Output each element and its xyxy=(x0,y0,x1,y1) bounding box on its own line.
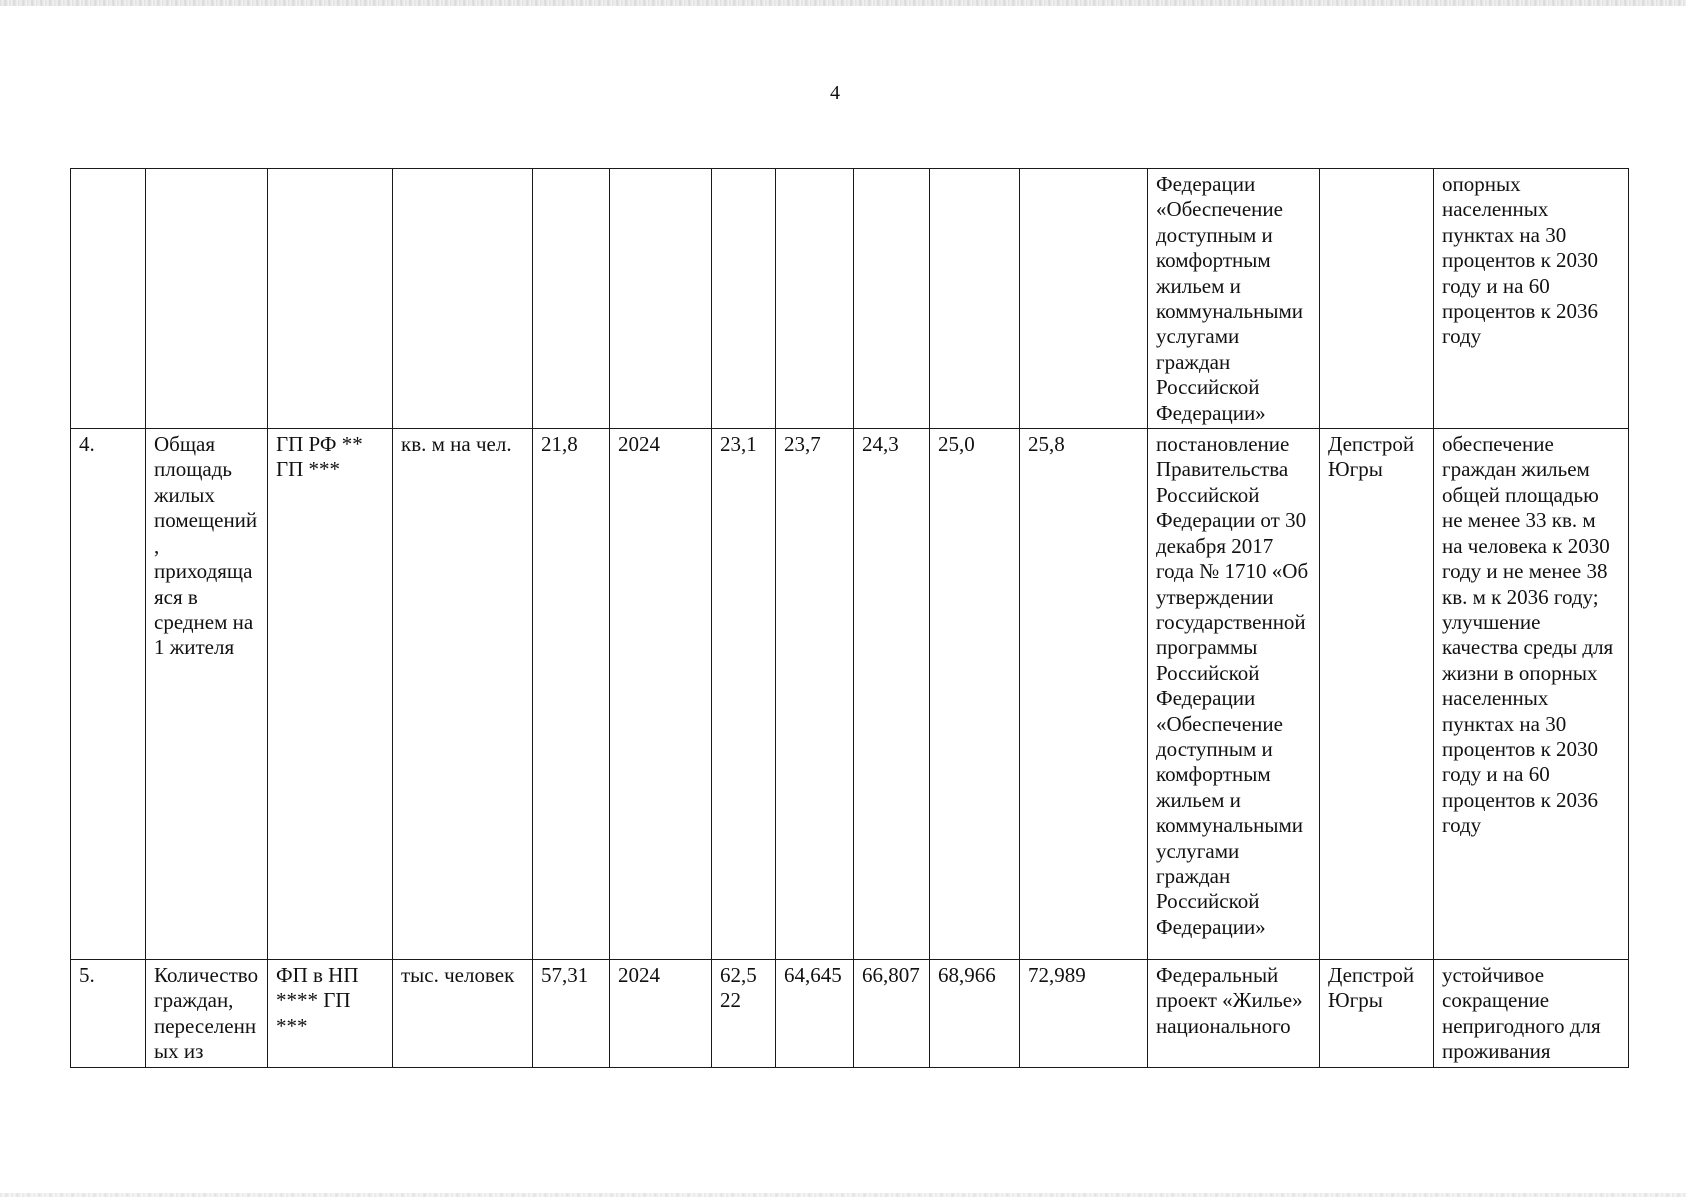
scan-edge-top xyxy=(0,0,1686,6)
cell-value-5: 25,8 xyxy=(1020,429,1148,960)
cell-value-2: 64,645 xyxy=(776,960,854,1068)
page-number: 4 xyxy=(830,82,840,104)
cell-indicator-name: Количество граждан, переселенных из xyxy=(146,960,268,1068)
cell-document: Федерации «Обеспечение доступным и комфортным жильем и коммунальными услугами граждан Российской Федерации» xyxy=(1148,169,1320,429)
cell-value-3 xyxy=(854,169,930,429)
cell-base-value: 57,31 xyxy=(533,960,610,1068)
cell-value-4: 68,966 xyxy=(930,960,1020,1068)
cell-base-year xyxy=(610,169,712,429)
cell-value-3: 66,807 xyxy=(854,960,930,1068)
cell-indicator-name: Общая площадь жилых помещений, приходящаяся в среднем на 1 жителя xyxy=(146,429,268,960)
cell-goal: опорных населенных пунктах на 30 процентов к 2030 году и на 60 процентов к 2036 году xyxy=(1434,169,1629,429)
table-row xyxy=(71,169,1629,429)
cell-responsible: Депстрой Югры xyxy=(1320,429,1434,960)
cell-value-4 xyxy=(930,169,1020,429)
cell-document: постановление Правительства Российской Федерации от 30 декабря 2017 года № 1710 «Об утверждении государственной программы Российской Федерации «Обеспечение доступным и комфортным жильем и коммунальными услугами граждан Российской Федерации» xyxy=(1148,429,1320,960)
cell-value-1 xyxy=(712,169,776,429)
cell-unit xyxy=(393,169,533,429)
cell-indicator-name xyxy=(146,169,268,429)
cell-value-5 xyxy=(1020,169,1148,429)
cell-num: 4. xyxy=(71,429,146,960)
cell-base-year: 2024 xyxy=(610,960,712,1068)
cell-base-value xyxy=(533,169,610,429)
cell-value-1: 23,1 xyxy=(712,429,776,960)
cell-goal: устойчивое сокращение непригодного для проживания xyxy=(1434,960,1629,1068)
cell-value-2 xyxy=(776,169,854,429)
cell-value-1: 62,522 xyxy=(712,960,776,1068)
cell-value-5: 72,989 xyxy=(1020,960,1148,1068)
cell-source: ФП в НП **** ГП *** xyxy=(268,960,393,1068)
cell-base-year: 2024 xyxy=(610,429,712,960)
cell-num xyxy=(71,169,146,429)
cell-responsible xyxy=(1320,169,1434,429)
table-row xyxy=(71,960,1629,1068)
cell-value-3: 24,3 xyxy=(854,429,930,960)
cell-responsible: Депстрой Югры xyxy=(1320,960,1434,1068)
cell-unit: тыс. человек xyxy=(393,960,533,1068)
cell-base-value: 21,8 xyxy=(533,429,610,960)
cell-unit: кв. м на чел. xyxy=(393,429,533,960)
cell-source: ГП РФ ** ГП *** xyxy=(268,429,393,960)
cell-value-4: 25,0 xyxy=(930,429,1020,960)
cell-value-2: 23,7 xyxy=(776,429,854,960)
indicators-table xyxy=(70,168,1629,1068)
table-row xyxy=(71,429,1629,960)
cell-num: 5. xyxy=(71,960,146,1068)
cell-document: Федеральный проект «Жилье» национального xyxy=(1148,960,1320,1068)
cell-source xyxy=(268,169,393,429)
cell-goal: обеспечение граждан жильем общей площадью не менее 33 кв. м на человека к 2030 году и не менее 38 кв. м к 2036 году; улучшение качества среды для жизни в опорных населенных пунктах на 30 процентов к 2030 году и на 60 процентов к 2036 году xyxy=(1434,429,1629,960)
scan-edge-bottom xyxy=(0,1193,1686,1197)
